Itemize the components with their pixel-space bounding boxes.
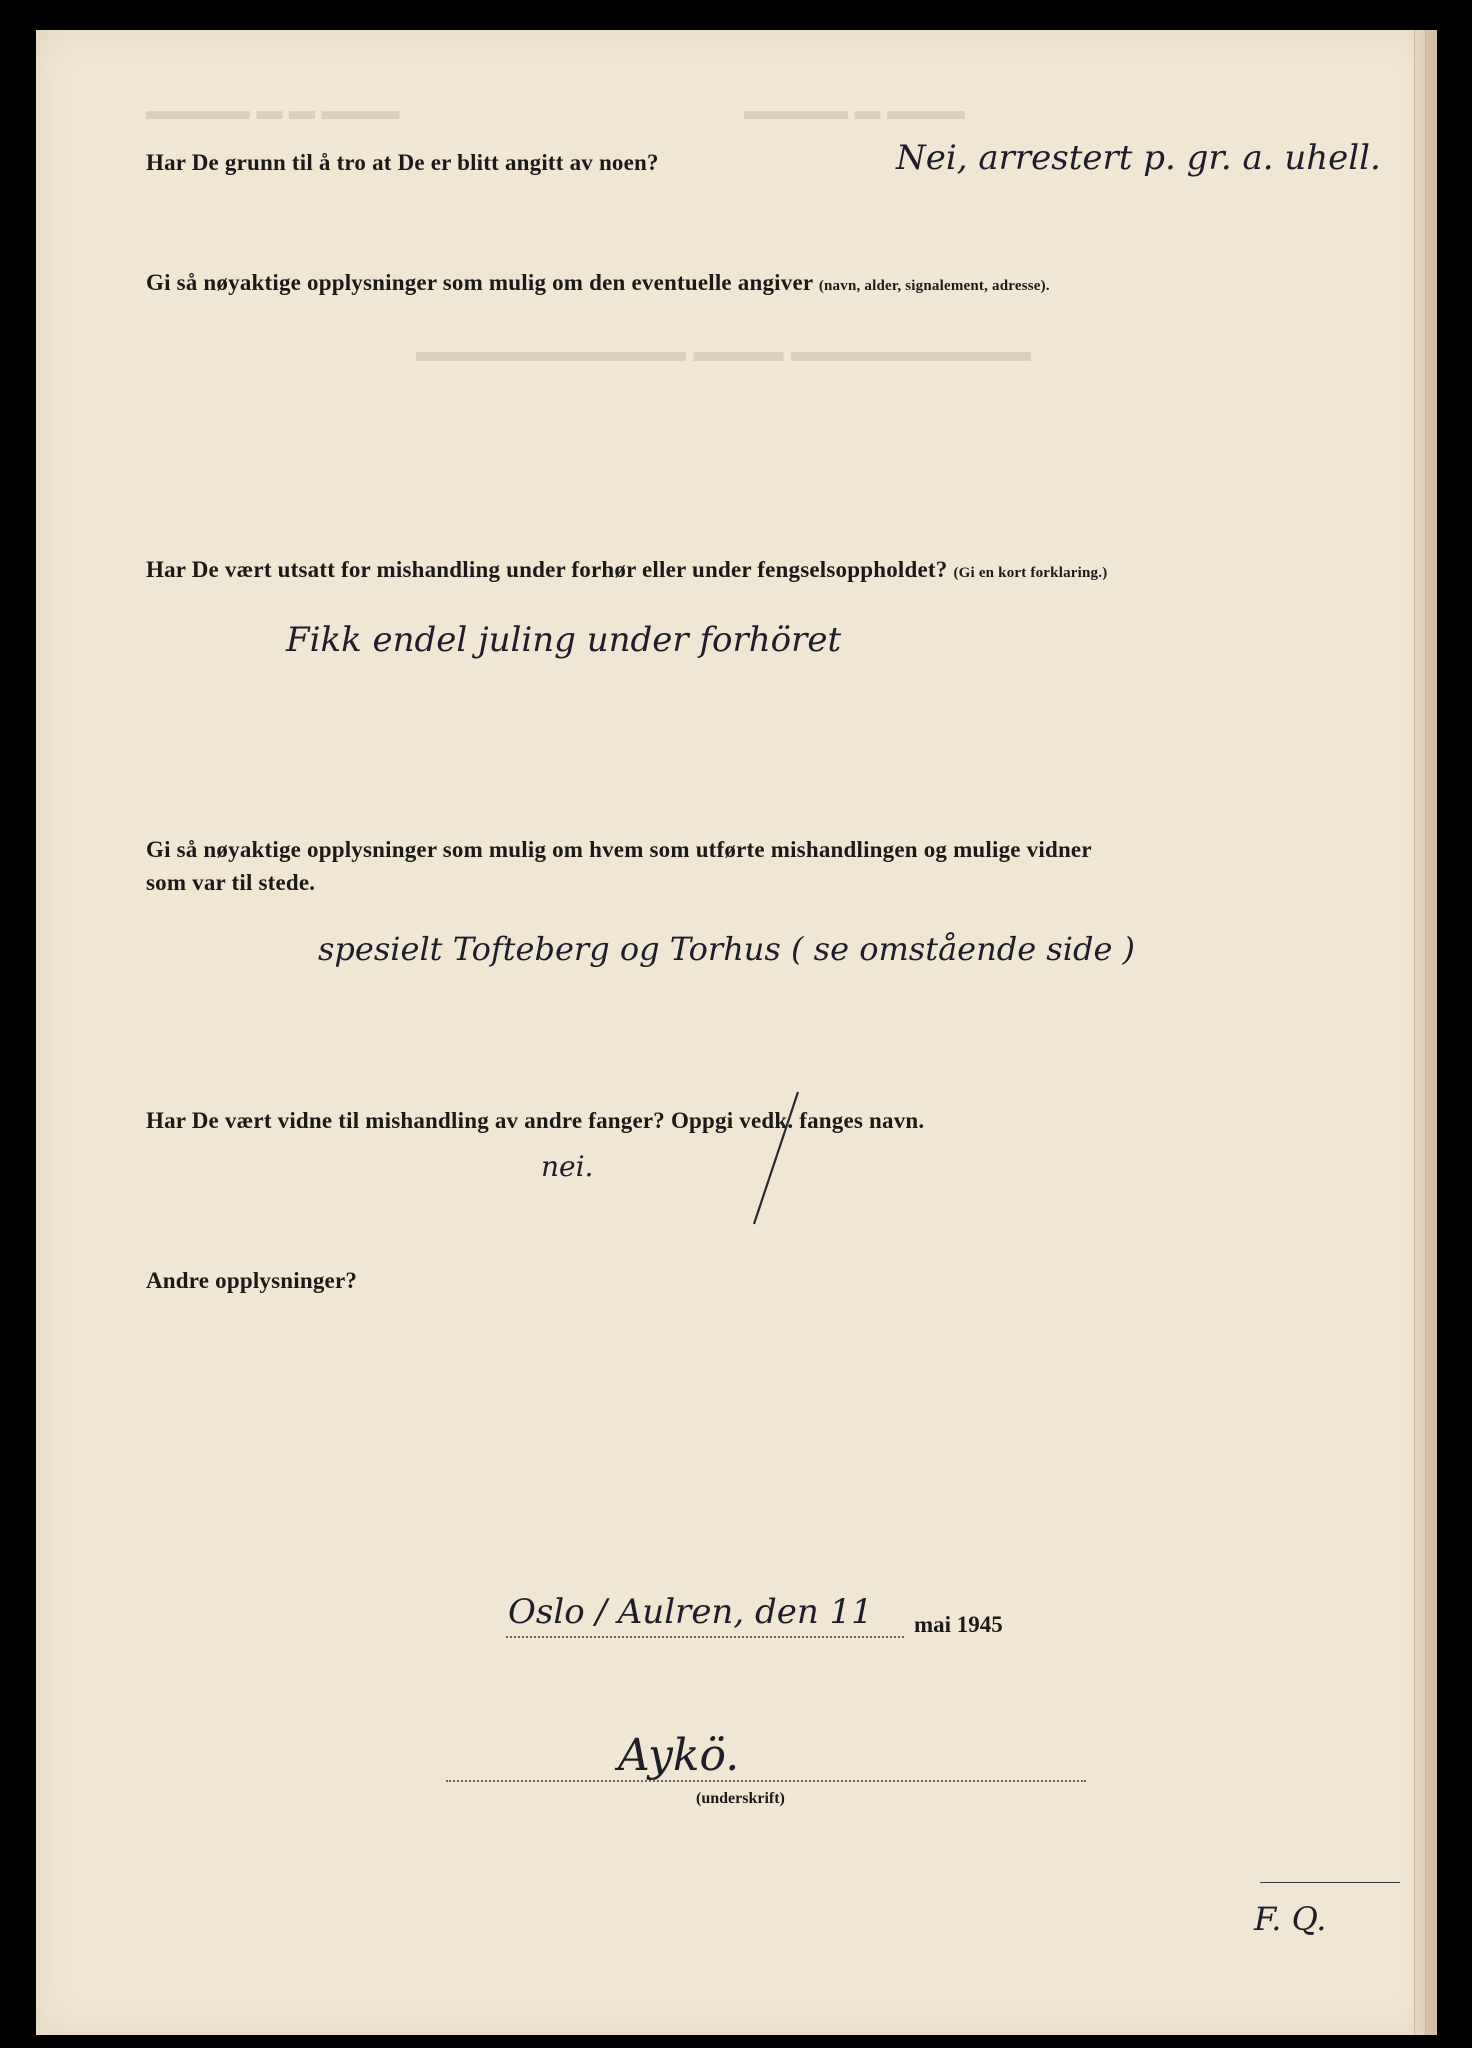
question-mishandling	[146, 557, 1107, 583]
answer-mishandling: Fikk endel juling under forhöret	[286, 620, 842, 660]
place-date-line	[506, 1636, 904, 1638]
question-andre-text: Andre opplysninger?	[146, 1268, 358, 1293]
slash-mark	[746, 1088, 806, 1228]
question-vidne	[146, 1108, 924, 1134]
initials: F. Q.	[1254, 1900, 1327, 1938]
bleed-through-text: ▬▬▬▬ ▬ ▬ ▬▬▬ ▬▬▬▬ ▬ ▬▬▬	[146, 96, 965, 125]
question-hvem-line2: som var til stede.	[146, 870, 316, 895]
question-andre	[146, 1268, 357, 1294]
question-hvem-line1: Gi så nøyaktige opplysninger som mulig om hvem som utførte mishandlingen og mulige vidner	[146, 837, 1092, 862]
question-mishandling-note: (Gi en kort forklaring.)	[953, 565, 1108, 581]
question-angitt	[146, 150, 659, 176]
signature-line	[446, 1780, 1086, 1782]
place-date-handwritten: Oslo / Aulren, den 11	[508, 1592, 873, 1632]
question-angiver-text: Gi så nøyaktige opplysninger som mulig om den eventuelle angiver	[146, 270, 813, 295]
question-mishandling-text: Har De vært utsatt for mishandling under forhør eller under fengselsoppholdet?	[146, 557, 948, 582]
form-page	[36, 30, 1436, 2035]
question-angitt-text: Har De grunn til å tro at De er blitt angitt av noen?	[146, 150, 659, 175]
bleed-through-text: ▬▬▬▬▬▬▬▬▬ ▬▬▬ ▬▬▬▬▬▬▬▬	[416, 335, 1031, 368]
answer-angitt: Nei, arrestert p. gr. a. uhell.	[896, 138, 1381, 178]
question-vidne-text: Har De vært vidne til mishandling av andre fanger? Oppgi vedk. fanges navn.	[146, 1108, 925, 1133]
month-year: mai 1945	[914, 1612, 1003, 1637]
signature-caption: (underskrift)	[696, 1790, 785, 1807]
question-angiver	[146, 270, 1050, 296]
question-angiver-note: (navn, alder, signalement, adresse).	[818, 278, 1050, 294]
page-edge-outer	[1425, 30, 1437, 2035]
question-hvem	[146, 837, 1092, 896]
signature: Aykö.	[618, 1730, 740, 1781]
answer-hvem: spesielt Tofteberg og Torhus ( se omstående side )	[318, 930, 1136, 968]
initials-line	[1260, 1882, 1400, 1883]
answer-vidne: nei.	[541, 1150, 594, 1183]
